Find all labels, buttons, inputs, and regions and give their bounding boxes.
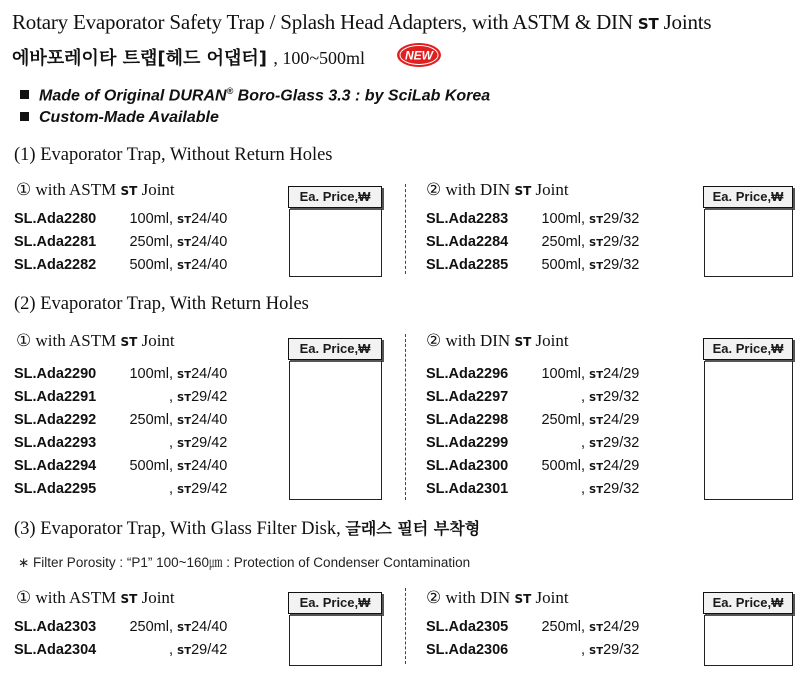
price-cell[interactable] — [704, 209, 793, 277]
heading-text: ① with ASTM — [16, 331, 117, 350]
joint-word: Joint — [535, 331, 569, 350]
joint-size: 29/32 — [603, 234, 640, 250]
bullet-text: Custom-Made Available — [39, 109, 219, 126]
standard-taper-icon: ST — [120, 184, 138, 198]
price-cell[interactable] — [289, 209, 382, 277]
standard-taper-icon: ST — [177, 261, 192, 272]
filter-porosity-note: ∗ Filter Porosity : “P1” 100~160㎛ : Protection of Condenser Contamination — [18, 555, 471, 570]
volume: , — [580, 389, 585, 405]
price-cell[interactable] — [289, 615, 382, 666]
section-3-title — [14, 516, 480, 540]
product-code: SL.Ada2292 — [14, 412, 97, 428]
standard-taper-icon: ST — [120, 592, 138, 606]
price-cell[interactable] — [289, 361, 382, 500]
product-code: SL.Ada2301 — [426, 481, 509, 497]
standard-taper-icon: ST — [589, 646, 604, 657]
section-1-din-heading — [426, 180, 569, 200]
table-row — [14, 409, 227, 432]
section-2-astm-heading — [16, 331, 175, 351]
volume: 100ml, — [541, 366, 585, 382]
standard-taper-icon: ST — [514, 335, 532, 349]
standard-taper-icon: ST — [589, 370, 604, 381]
section-3-title-text: (3) Evaporator Trap, With Glass Filter Disk, — [14, 519, 341, 539]
section-2-din-list — [426, 363, 639, 501]
price-header: Ea. Price,₩ — [703, 592, 793, 614]
product-code: SL.Ada2298 — [426, 412, 509, 428]
standard-taper-icon: ST — [177, 370, 192, 381]
standard-taper-icon: ST — [177, 238, 192, 249]
standard-taper-icon: ST — [589, 215, 604, 226]
joint-size: 29/32 — [603, 211, 640, 227]
table-row — [14, 616, 227, 639]
standard-taper-icon: ST — [177, 485, 192, 496]
standard-taper-icon: ST — [514, 592, 532, 606]
section-3-din-list — [426, 616, 639, 662]
product-code: SL.Ada2304 — [14, 642, 97, 658]
volume: , — [580, 435, 585, 451]
price-header: Ea. Price,₩ — [703, 338, 793, 360]
joint-word: Joint — [535, 180, 569, 199]
table-row — [14, 478, 227, 501]
title-main: Rotary Evaporator Safety Trap / Splash Head Adapters, with ASTM & DIN — [12, 10, 633, 34]
product-code: SL.Ada2300 — [426, 458, 509, 474]
bullet-tail: Boro-Glass 3.3 : by SciLab Korea — [233, 87, 491, 105]
volume: 100ml, — [541, 211, 585, 227]
bullet-custom — [20, 109, 219, 127]
standard-taper-icon: ST — [177, 646, 192, 657]
joint-word: Joint — [141, 331, 175, 350]
price-cell[interactable] — [704, 615, 793, 666]
table-row — [426, 616, 639, 639]
table-row — [426, 639, 639, 662]
volume: , — [168, 642, 173, 658]
column-divider — [405, 184, 406, 274]
joint-size: 29/32 — [603, 257, 640, 273]
standard-taper-icon: ST — [589, 485, 604, 496]
heading-text: ② with DIN — [426, 588, 511, 607]
standard-taper-icon: ST — [177, 623, 192, 634]
standard-taper-icon: ST — [589, 623, 604, 634]
bullet-square-icon — [20, 90, 29, 99]
size-range: , 100~500ml — [273, 48, 366, 68]
section-3-astm-list — [14, 616, 227, 662]
table-row — [14, 386, 227, 409]
table-row — [426, 231, 639, 254]
heading-text: ① with ASTM — [16, 180, 117, 199]
title-tail: Joints — [663, 10, 712, 34]
joint-size: 29/42 — [191, 435, 228, 451]
volume: 500ml, — [129, 257, 173, 273]
korean-title-text: 에바포레이타 트랩[헤드 어댑터] — [12, 48, 268, 69]
joint-size: 24/29 — [603, 366, 640, 382]
volume: , — [168, 389, 173, 405]
price-header: Ea. Price,₩ — [288, 338, 382, 360]
joint-size: 24/40 — [191, 234, 228, 250]
volume: 500ml, — [541, 458, 585, 474]
product-code: SL.Ada2299 — [426, 435, 509, 451]
registered-mark: ® — [226, 86, 234, 96]
table-row — [14, 363, 227, 386]
section-1-din-list — [426, 208, 639, 277]
section-2-din-heading — [426, 331, 569, 351]
joint-word: Joint — [141, 180, 175, 199]
section-2-astm-list — [14, 363, 227, 501]
standard-taper-icon: ST — [589, 462, 604, 473]
product-code: SL.Ada2280 — [14, 211, 97, 227]
table-row — [426, 455, 639, 478]
joint-word: Joint — [141, 588, 175, 607]
product-code: SL.Ada2306 — [426, 642, 509, 658]
joint-size: 29/42 — [191, 481, 228, 497]
price-header: Ea. Price,₩ — [288, 592, 382, 614]
section-3-din-heading — [426, 588, 569, 608]
product-code: SL.Ada2282 — [14, 257, 97, 273]
bullet-square-icon — [20, 112, 29, 121]
joint-size: 24/40 — [191, 211, 228, 227]
product-code: SL.Ada2294 — [14, 458, 97, 474]
price-header: Ea. Price,₩ — [703, 186, 793, 208]
new-badge-text: NEW — [405, 48, 433, 63]
table-row — [14, 254, 227, 277]
product-code: SL.Ada2305 — [426, 619, 509, 635]
volume: 250ml, — [129, 619, 173, 635]
section-1-astm-list — [14, 208, 227, 277]
volume: 250ml, — [129, 412, 173, 428]
joint-size: 29/32 — [603, 481, 640, 497]
bullet-material — [20, 86, 490, 105]
volume: 250ml, — [541, 412, 585, 428]
volume: , — [580, 481, 585, 497]
volume: 100ml, — [129, 211, 173, 227]
joint-size: 24/29 — [603, 619, 640, 635]
product-code: SL.Ada2283 — [426, 211, 509, 227]
table-row — [14, 231, 227, 254]
volume: 100ml, — [129, 366, 173, 382]
standard-taper-icon: ST — [589, 416, 604, 427]
joint-size: 29/32 — [603, 642, 640, 658]
joint-size: 29/32 — [603, 435, 640, 451]
joint-size: 29/32 — [603, 389, 640, 405]
section-2-title: (2) Evaporator Trap, With Return Holes — [14, 294, 309, 314]
standard-taper-icon: ST — [589, 238, 604, 249]
standard-taper-icon: ST — [637, 15, 659, 33]
product-code: SL.Ada2290 — [14, 366, 97, 382]
standard-taper-icon: ST — [177, 393, 192, 404]
standard-taper-icon: ST — [514, 184, 532, 198]
product-code: SL.Ada2291 — [14, 389, 97, 405]
column-divider — [405, 588, 406, 664]
column-divider — [405, 334, 406, 500]
joint-size: 29/42 — [191, 642, 228, 658]
section-1-astm-heading — [16, 180, 175, 200]
standard-taper-icon: ST — [177, 215, 192, 226]
product-code: SL.Ada2293 — [14, 435, 97, 451]
standard-taper-icon: ST — [589, 261, 604, 272]
joint-size: 24/40 — [191, 412, 228, 428]
table-row — [14, 208, 227, 231]
table-row — [426, 386, 639, 409]
heading-text: ① with ASTM — [16, 588, 117, 607]
heading-text: ② with DIN — [426, 331, 511, 350]
volume: 250ml, — [129, 234, 173, 250]
standard-taper-icon: ST — [120, 335, 138, 349]
table-row — [14, 639, 227, 662]
joint-word: Joint — [535, 588, 569, 607]
table-row — [426, 478, 639, 501]
volume: , — [168, 435, 173, 451]
standard-taper-icon: ST — [589, 393, 604, 404]
table-row — [426, 432, 639, 455]
section-1-title: (1) Evaporator Trap, Without Return Holes — [14, 145, 333, 165]
product-code: SL.Ada2297 — [426, 389, 509, 405]
table-row — [426, 363, 639, 386]
volume: 500ml, — [129, 458, 173, 474]
section-3-title-korean: 글래스 필터 부착형 — [345, 519, 481, 538]
joint-size: 24/40 — [191, 366, 228, 382]
page-title — [12, 10, 711, 35]
standard-taper-icon: ST — [177, 416, 192, 427]
heading-text: ② with DIN — [426, 180, 511, 199]
product-code: SL.Ada2303 — [14, 619, 97, 635]
volume: 500ml, — [541, 257, 585, 273]
product-code: SL.Ada2295 — [14, 481, 97, 497]
volume: , — [580, 642, 585, 658]
joint-size: 29/42 — [191, 389, 228, 405]
standard-taper-icon: ST — [177, 462, 192, 473]
joint-size: 24/40 — [191, 619, 228, 635]
table-row — [426, 254, 639, 277]
product-code: SL.Ada2285 — [426, 257, 509, 273]
table-row — [426, 208, 639, 231]
section-3-astm-heading — [16, 588, 175, 608]
joint-size: 24/40 — [191, 257, 228, 273]
joint-size: 24/40 — [191, 458, 228, 474]
table-row — [426, 409, 639, 432]
standard-taper-icon: ST — [589, 439, 604, 450]
price-header: Ea. Price,₩ — [288, 186, 382, 208]
product-code: SL.Ada2284 — [426, 234, 509, 250]
product-code: SL.Ada2281 — [14, 234, 97, 250]
volume: 250ml, — [541, 619, 585, 635]
new-badge-icon — [396, 42, 442, 68]
joint-size: 24/29 — [603, 458, 640, 474]
volume: , — [168, 481, 173, 497]
volume: 250ml, — [541, 234, 585, 250]
korean-title — [12, 44, 365, 70]
price-cell[interactable] — [704, 361, 793, 500]
table-row — [14, 432, 227, 455]
product-code: SL.Ada2296 — [426, 366, 509, 382]
bullet-text: Made of Original DURAN — [39, 87, 227, 105]
standard-taper-icon: ST — [177, 439, 192, 450]
joint-size: 24/29 — [603, 412, 640, 428]
table-row — [14, 455, 227, 478]
